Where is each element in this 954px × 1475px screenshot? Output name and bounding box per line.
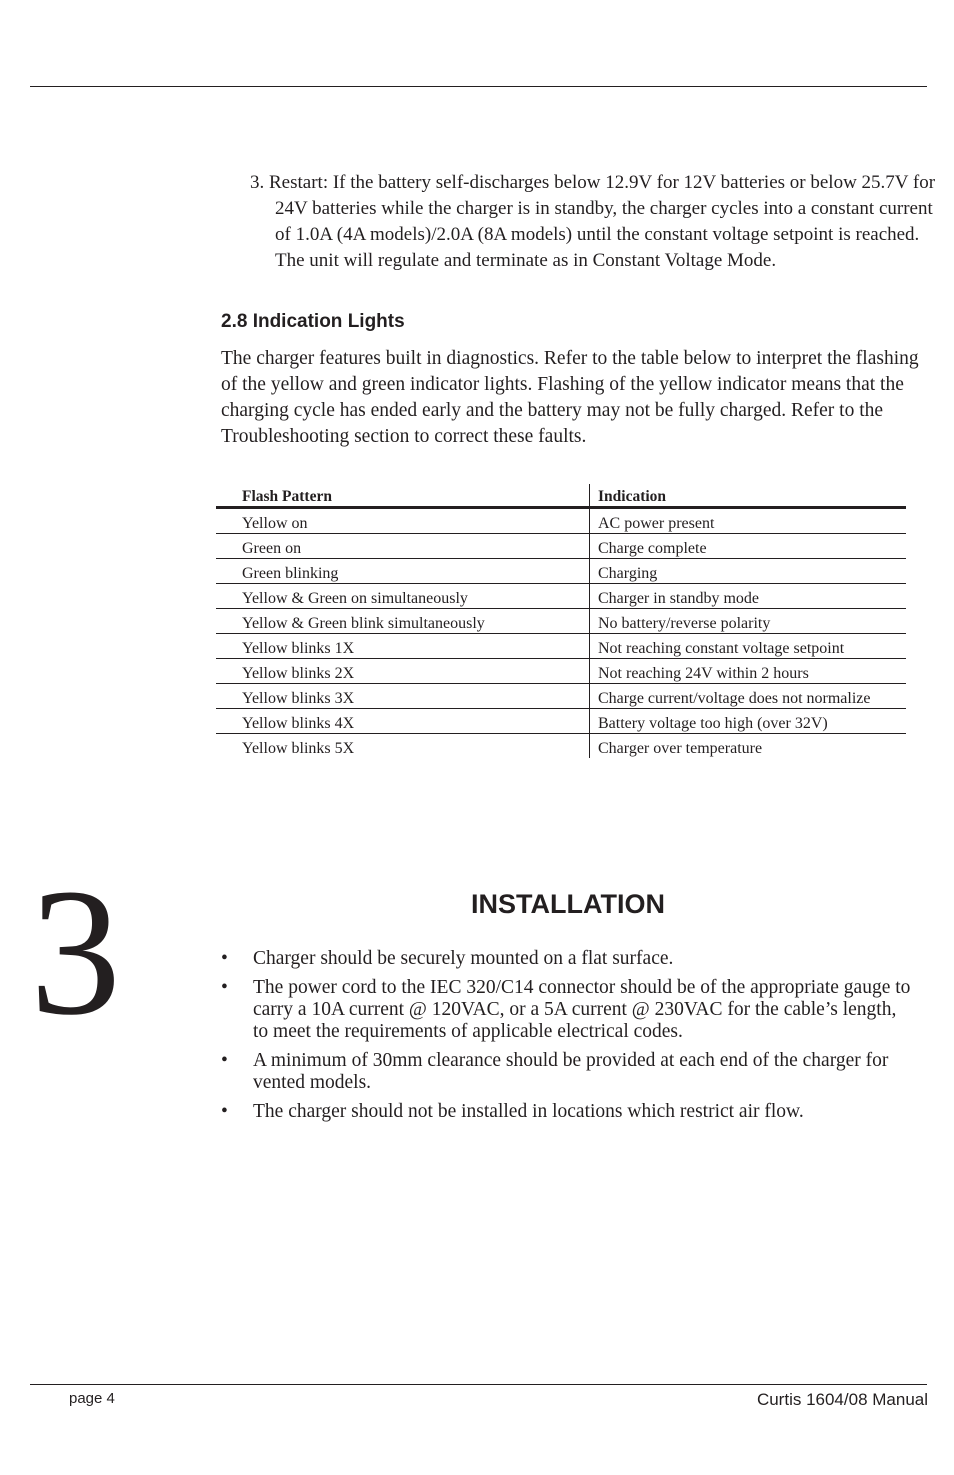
indication-cell: AC power present xyxy=(590,508,907,534)
list-item-text: The power cord to the IEC 320/C14 connector should be of the appropriate gauge to carry a 10A current @ 120VAC, or a 5A current @ 230VAC for the cable’s length, to meet the requirements of applicable electrical codes. xyxy=(253,977,911,1042)
indication-cell: Charge current/voltage does not normalize xyxy=(590,684,907,709)
manual-title: Curtis 1604/08 Manual xyxy=(756,1390,928,1409)
flash-pattern-cell: Yellow & Green blink simultaneously xyxy=(216,609,590,634)
installation-bullet-list xyxy=(221,948,911,1130)
table-row xyxy=(216,508,906,534)
page-number: page 4 xyxy=(69,1390,115,1407)
indication-cell: Charger over temperature xyxy=(590,734,907,759)
column-header-indication: Indication xyxy=(590,484,907,508)
section-intro: The charger features built in diagnostics. Refer to the table below to interpret the flashing of the yellow and green indicator lights. Flashing of the yellow indicator means that the charging cycle has ended early and the battery may not be fully charged. Refer to the Troubleshooting section to correct these faults. xyxy=(221,348,919,447)
indication-cell: Not reaching constant voltage setpoint xyxy=(590,634,907,659)
bullet-icon: • xyxy=(221,948,228,969)
flash-pattern-cell: Yellow blinks 2X xyxy=(216,659,590,684)
table-row xyxy=(216,609,906,634)
indication-cell: Charger in standby mode xyxy=(590,584,907,609)
list-item xyxy=(221,948,911,970)
chapter-number: 3 xyxy=(30,852,121,1053)
chapter-title: INSTALLATION xyxy=(471,889,665,919)
indication-cell: Not reaching 24V within 2 hours xyxy=(590,659,907,684)
list-item-text: A minimum of 30mm clearance should be provided at each end of the charger for vented models. xyxy=(253,1050,889,1093)
footer-rule xyxy=(30,1384,927,1385)
flash-pattern-cell: Yellow on xyxy=(216,508,590,534)
column-header-flash-pattern: Flash Pattern xyxy=(216,484,590,508)
header-rule xyxy=(30,86,927,87)
table-row xyxy=(216,584,906,609)
list-item xyxy=(221,977,911,1043)
table-row xyxy=(216,634,906,659)
bullet-icon: • xyxy=(221,1050,228,1071)
table-row xyxy=(216,559,906,584)
list-item-text: Charger should be securely mounted on a flat surface. xyxy=(253,948,674,969)
flash-pattern-cell: Yellow blinks 5X xyxy=(242,740,355,757)
flash-pattern-cell: Yellow & Green on simultaneously xyxy=(216,584,590,609)
table-row xyxy=(216,534,906,559)
table-row xyxy=(216,684,906,709)
flash-pattern-cell: Yellow blinks 1X xyxy=(216,634,590,659)
restart-paragraph: 3. Restart: If the battery self-discharges below 12.9V for 12V batteries or below 25.7V for 24V batteries while the charger is in standby, the charger cycles into a constant current of 1.0A (4A models)/2.0A (8A models) until the constant voltage setpoint is reached. The unit will regulate and terminate as in Constant Voltage Mode. xyxy=(250,172,936,271)
list-item xyxy=(221,1050,911,1094)
table-row xyxy=(216,709,906,734)
indication-cell: Charging xyxy=(590,559,907,584)
table-row xyxy=(216,659,906,684)
section-heading: 2.8 Indication Lights xyxy=(221,311,405,332)
flash-pattern-cell: Green blinking xyxy=(216,559,590,584)
flash-pattern-cell: Yellow blinks 3X xyxy=(216,684,590,709)
flash-pattern-cell: Green on xyxy=(216,534,590,559)
indication-cell: Charge complete xyxy=(590,534,907,559)
bullet-icon: • xyxy=(221,1101,228,1122)
indication-cell: No battery/reverse polarity xyxy=(590,609,907,634)
list-item xyxy=(221,1101,911,1123)
table-row xyxy=(216,734,906,759)
indication-cell: Battery voltage too high (over 32V) xyxy=(590,709,907,734)
list-item-text: The charger should not be installed in locations which restrict air flow. xyxy=(253,1101,804,1122)
indication-lights-table xyxy=(216,484,906,758)
table-header-row xyxy=(216,484,906,508)
bullet-icon: • xyxy=(221,977,228,998)
flash-pattern-cell: Yellow blinks 4X xyxy=(216,709,590,734)
